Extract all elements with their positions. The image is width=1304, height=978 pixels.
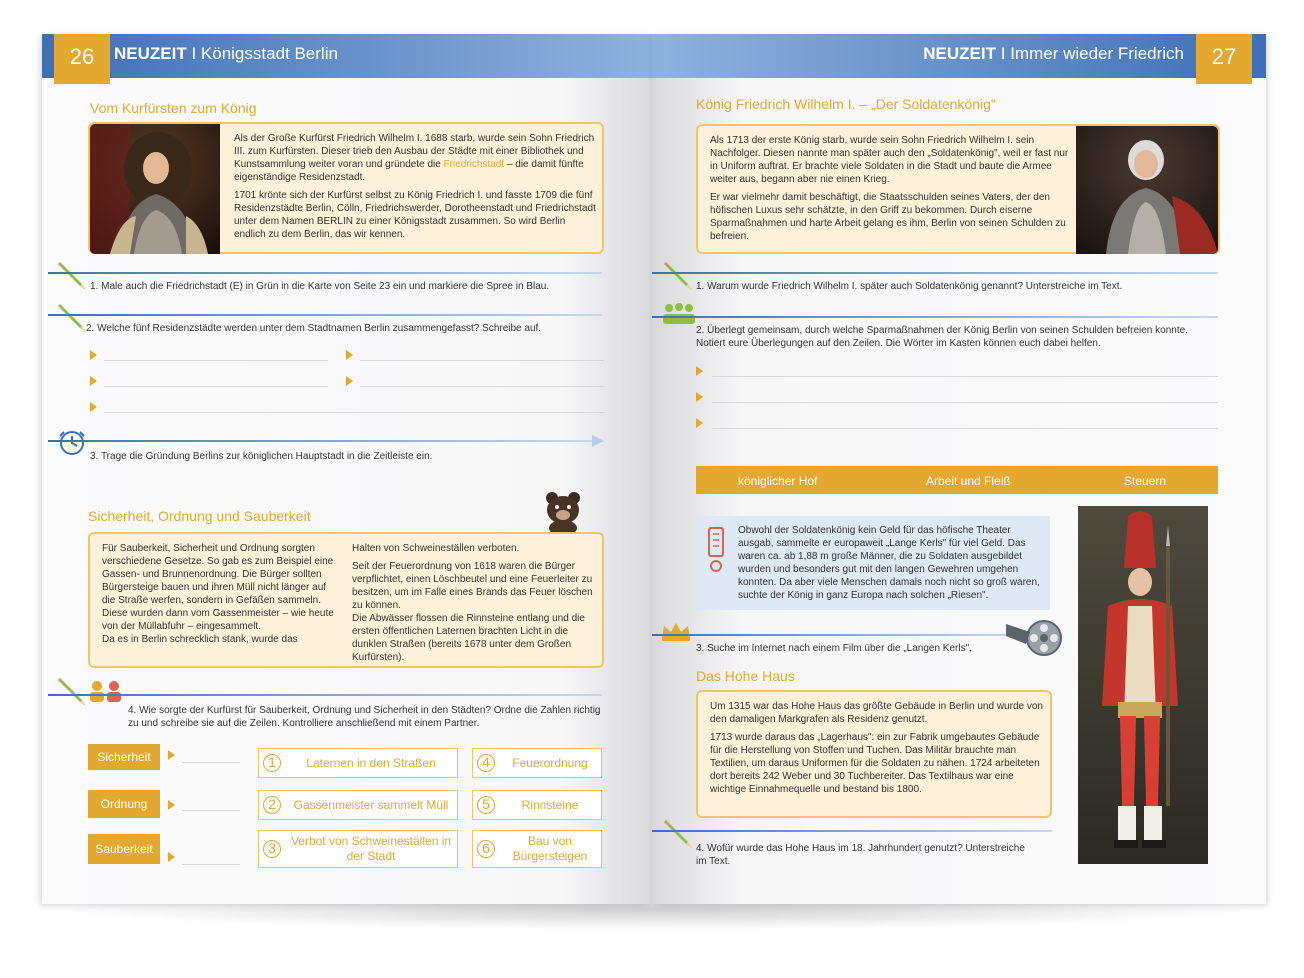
bullet-triangle [346, 376, 353, 386]
task-rule [48, 272, 602, 274]
sicherheit-col2 [352, 542, 598, 669]
kurfuerst-para1-b: – die damit fünfte eigenständige Residenzstadt. [234, 159, 584, 183]
left-header-subtitle: Königsstadt Berlin [200, 44, 338, 63]
option-text: Verbot von Schweineställen in der Stadt [290, 834, 452, 863]
answer-line[interactable] [712, 376, 1218, 377]
pencil-icon [56, 674, 90, 708]
info-box-lange-kerls [696, 516, 1050, 610]
option-1 [258, 748, 458, 778]
section-title-soldatenkoenig: König Friedrich Wilhelm I. – „Der Soldatenkönig" [696, 96, 996, 112]
answer-line[interactable] [182, 810, 240, 811]
friedrichstadt-highlight: Friedrichstadt [443, 159, 505, 170]
text-box-kurfuerst [88, 122, 604, 254]
tag-sauberkeit: Sauberkeit [88, 834, 160, 864]
right-page [652, 34, 1266, 904]
option-text: Bau von Bürgersteigen [512, 834, 588, 863]
painting-langer-kerl [1078, 506, 1208, 864]
right-task-1: 1. Warum wurde Friedrich Wilhelm I. später auch Soldatenkönig genannt? Unterstreiche im Text. [696, 281, 1123, 292]
answer-line[interactable] [104, 412, 604, 413]
option-text: Gassenmeister sammelt Müll [293, 797, 449, 812]
kurfuerst-para1-a: Als der Große Kurfürst Friedrich Wilhelm I. 1688 starb, wurde sein Sohn Friedrich III. zum Kurfürsten. Dieser trieb den Ausbau der Städte mit einer Bibliothek und Kunstsammlung weiter voran und gründete die [234, 133, 595, 170]
soldatenkoenig-para2: Er war vielmehr damit beschäftigt, die Staatsschulden seines Vaters, der den höfischen Luxus sehr schätzte, in den Griff zu bekommen. Durch eiserne Sparmaßnahmen und harte Arbeit gelang es ihm, Berlin von seinen Schulden zu befreien. [710, 192, 1066, 242]
pencil-icon [662, 816, 696, 850]
right-page-number: 27 [1196, 34, 1252, 84]
task-rule [48, 694, 602, 696]
left-header-title [114, 44, 338, 64]
option-text: Feuerordnung [512, 755, 588, 770]
crown-icon [660, 620, 692, 642]
sicherheit-col2-b: Seit der Feuerordnung von 1618 waren die Bürger verpflichtet, einen Löschbeutel und eine Feuerleiter zu besitzen, um im Falle eines Brands das Feuer löschen zu können. [352, 561, 593, 611]
kurfuerst-para2: 1701 krönte sich der Kurfürst selbst zu König Friedrich I. und fasste 1709 die fünf Residenzstädte Berlin, Cölln, Friedrichswerder, Dorotheenstadt und Friedrichstadt unter dem Namen BERLIN zu einer Königsstadt zusammen. So wird Berlin endlich zu dem Berlin, das wir kennen. [234, 190, 596, 240]
option-3 [258, 830, 458, 868]
right-header-title [923, 44, 1184, 64]
word-box [696, 466, 1218, 494]
left-task-3: 3. Trage die Gründung Berlins zur königlichen Hauptstadt in die Zeitleiste ein. [90, 451, 433, 462]
task-rule [652, 272, 1218, 274]
answer-line[interactable] [104, 386, 328, 387]
text-box-soldatenkoenig [696, 124, 1220, 254]
bullet-triangle [168, 800, 175, 810]
pencil-icon [56, 300, 90, 334]
bullet-triangle [696, 366, 703, 376]
right-header-separator: I [996, 44, 1011, 63]
pencil-icon [662, 258, 696, 292]
left-header-era: NEUZEIT [114, 44, 187, 63]
soldatenkoenig-para1: Als 1713 der erste König starb, wurde sein Sohn Friedrich Wilhelm I. sein Nachfolger. Diesen nannte man später auch den „Soldatenkönig", weil er fast nur in Uniform auftrat. Er brachte viele Soldaten in die Stadt und baute die Armee weiter aus, begann aber nie einen Krieg. [710, 135, 1069, 185]
info-card-icon [706, 526, 726, 576]
answer-line[interactable] [360, 386, 604, 387]
left-task-4: 4. Wie sorgte der Kurfürst für Sauberkeit, Ordnung und Sicherheit in den Städten? Ordne die Zahlen richtig zu und schreibe sie auf die Zeilen. Kontrolliere anschließend mit einem Partner. [128, 705, 601, 729]
left-page [42, 34, 652, 904]
group-work-icon [662, 302, 696, 326]
info-text: Obwohl der Soldatenkönig kein Geld für das höfische Theater ausgab, sammelte er europaweit „Lange Kerls" für viel Geld. Das waren ca. ab 1,88 m große Männer, die zu Soldaten ausgebildet wurden und besonders gut mit den langen Gewehren umgehen konnten. Da aber viele Menschen damals noch nicht so groß waren, suchte der König in ganz Europa nach solchen „Riesen". [738, 525, 1040, 601]
tag-sicherheit: Sicherheit [88, 744, 160, 770]
option-number: 6 [477, 840, 495, 858]
bear-mascot-icon [536, 488, 592, 534]
left-task-1: 1. Male auch die Friedrichstadt (E) in Grün in die Karte von Seite 23 ein und markiere die Spree in Blau. [90, 281, 550, 292]
section-title-sicherheit: Sicherheit, Ordnung und Sauberkeit [88, 508, 311, 524]
option-4 [472, 748, 602, 778]
task-rule [652, 634, 1012, 636]
task-rule [652, 830, 1052, 832]
option-text: Rinnsteine [521, 797, 579, 812]
option-text: Laternen in den Straßen [306, 755, 436, 770]
hohes-haus-para2: 1713 wurde daraus das „Lagerhaus": ein zur Fabrik umgebautes Gebäude für die Herstellung von Stoffen und Tuchen. Das Militär brauchte man Textilien, um daraus Uniformen für die Soldaten zu nähen. 1724 arbeiteten dort bereits 242 Weber und 30 Tuchbereiter. Das Textilhaus war eine wichtige Einnahmequelle und bestand bis 1800. [710, 732, 1040, 795]
right-task-2: 2. Überlegt gemeinsam, durch welche Sparmaßnahmen der König Berlin von seinen Schulden befreien konnte. Notiert eure Überlegungen auf den Zeilen. Die Wörter im Kasten können euch dabei helfen. [696, 325, 1188, 349]
answer-line[interactable] [360, 360, 604, 361]
section-title-kurfuerst: Vom Kurfürsten zum König [90, 100, 257, 116]
word-steuern: Steuern [1124, 474, 1167, 488]
option-2 [258, 790, 458, 820]
option-number: 2 [263, 796, 281, 814]
answer-line[interactable] [712, 428, 1218, 429]
option-number: 3 [263, 840, 281, 858]
timeline-arrow-icon [592, 435, 604, 447]
hohes-haus-para1: Um 1315 war das Hohe Haus das größte Gebäude in Berlin und wurde von den damaligen Markgrafen als Residenz genutzt. [710, 701, 1043, 725]
word-koeniglicher-hof: königlicher Hof [738, 474, 818, 488]
tag-ordnung: Ordnung [88, 790, 160, 818]
option-number: 5 [477, 796, 495, 814]
section-title-hohes-haus: Das Hohe Haus [696, 668, 795, 684]
answer-line[interactable] [104, 360, 328, 361]
bullet-triangle [90, 350, 97, 360]
task-rule [48, 314, 602, 316]
timeline-bar[interactable] [48, 440, 594, 442]
word-arbeit-und-fleiss: Arbeit und Fleiß [926, 474, 1011, 488]
text-box-sicherheit [88, 532, 604, 668]
sicherheit-col2-a: Halten von Schweineställen verboten. [352, 543, 520, 554]
answer-line[interactable] [182, 864, 240, 865]
right-header-era: NEUZEIT [923, 44, 997, 63]
sicherheit-col1 [102, 542, 340, 651]
bullet-triangle [346, 350, 353, 360]
left-page-number: 26 [54, 34, 110, 84]
bullet-triangle [90, 402, 97, 412]
right-header-subtitle: Immer wieder Friedrich [1010, 44, 1184, 63]
kurfuerst-text [234, 132, 598, 246]
left-task-2: 2. Welche fünf Residenzstädte werden unter dem Stadtnamen Berlin zusammengefasst? Schreibe auf. [86, 323, 542, 334]
option-5 [472, 790, 602, 820]
pencil-icon [56, 258, 90, 292]
bullet-triangle [168, 750, 175, 760]
task-rule [652, 316, 1218, 318]
bullet-triangle [90, 376, 97, 386]
portrait-friedrich-wilhelm-i [1076, 126, 1218, 254]
partner-work-icon [88, 680, 124, 704]
left-header-separator: I [186, 44, 201, 63]
bullet-triangle [168, 852, 175, 862]
timeline-clock-icon [54, 428, 90, 458]
soldatenkoenig-text [710, 134, 1072, 248]
answer-line[interactable] [712, 402, 1218, 403]
sicherheit-col1-end: Da es in Berlin schrecklich stank, wurde das [102, 634, 298, 645]
option-number: 1 [263, 754, 281, 772]
right-task-3: 3. Suche im Internet nach einem Film über die „Langen Kerls". [696, 643, 972, 654]
hohes-haus-text [710, 700, 1044, 801]
option-number: 4 [477, 754, 495, 772]
bullet-triangle [696, 418, 703, 428]
right-task-4: 4. Wofür wurde das Hohe Haus im 18. Jahrhundert genutzt? Unterstreiche im Text. [696, 843, 1025, 867]
sicherheit-col2-c: Die Abwässer flossen die Rinnsteine entlang und die ersten öffentlichen Laternen brachten Licht in die dunklen Straßen (bereits 1678 unter dem Großen Kurfürsten). [352, 613, 585, 663]
answer-line[interactable] [182, 762, 240, 763]
bullet-triangle [696, 392, 703, 402]
text-box-hohes-haus [696, 690, 1052, 818]
sicherheit-col1-text: Für Sauberkeit, Sicherheit und Ordnung sorgten verschiedene Gesetze. So gab es zum Beispiel eine Gassen- und Brunnenordnung. Die Bürger sollten Bürgersteige bauen und ihren Müll nicht länger auf die Straße werfen, sondern in Gefäßen sammeln. Diese wurden dann vom Gassenmeister – wie heute von der Müllabfuhr – eingesammelt. [102, 543, 334, 632]
portrait-friedrich-i [90, 124, 220, 254]
option-6 [472, 830, 602, 868]
